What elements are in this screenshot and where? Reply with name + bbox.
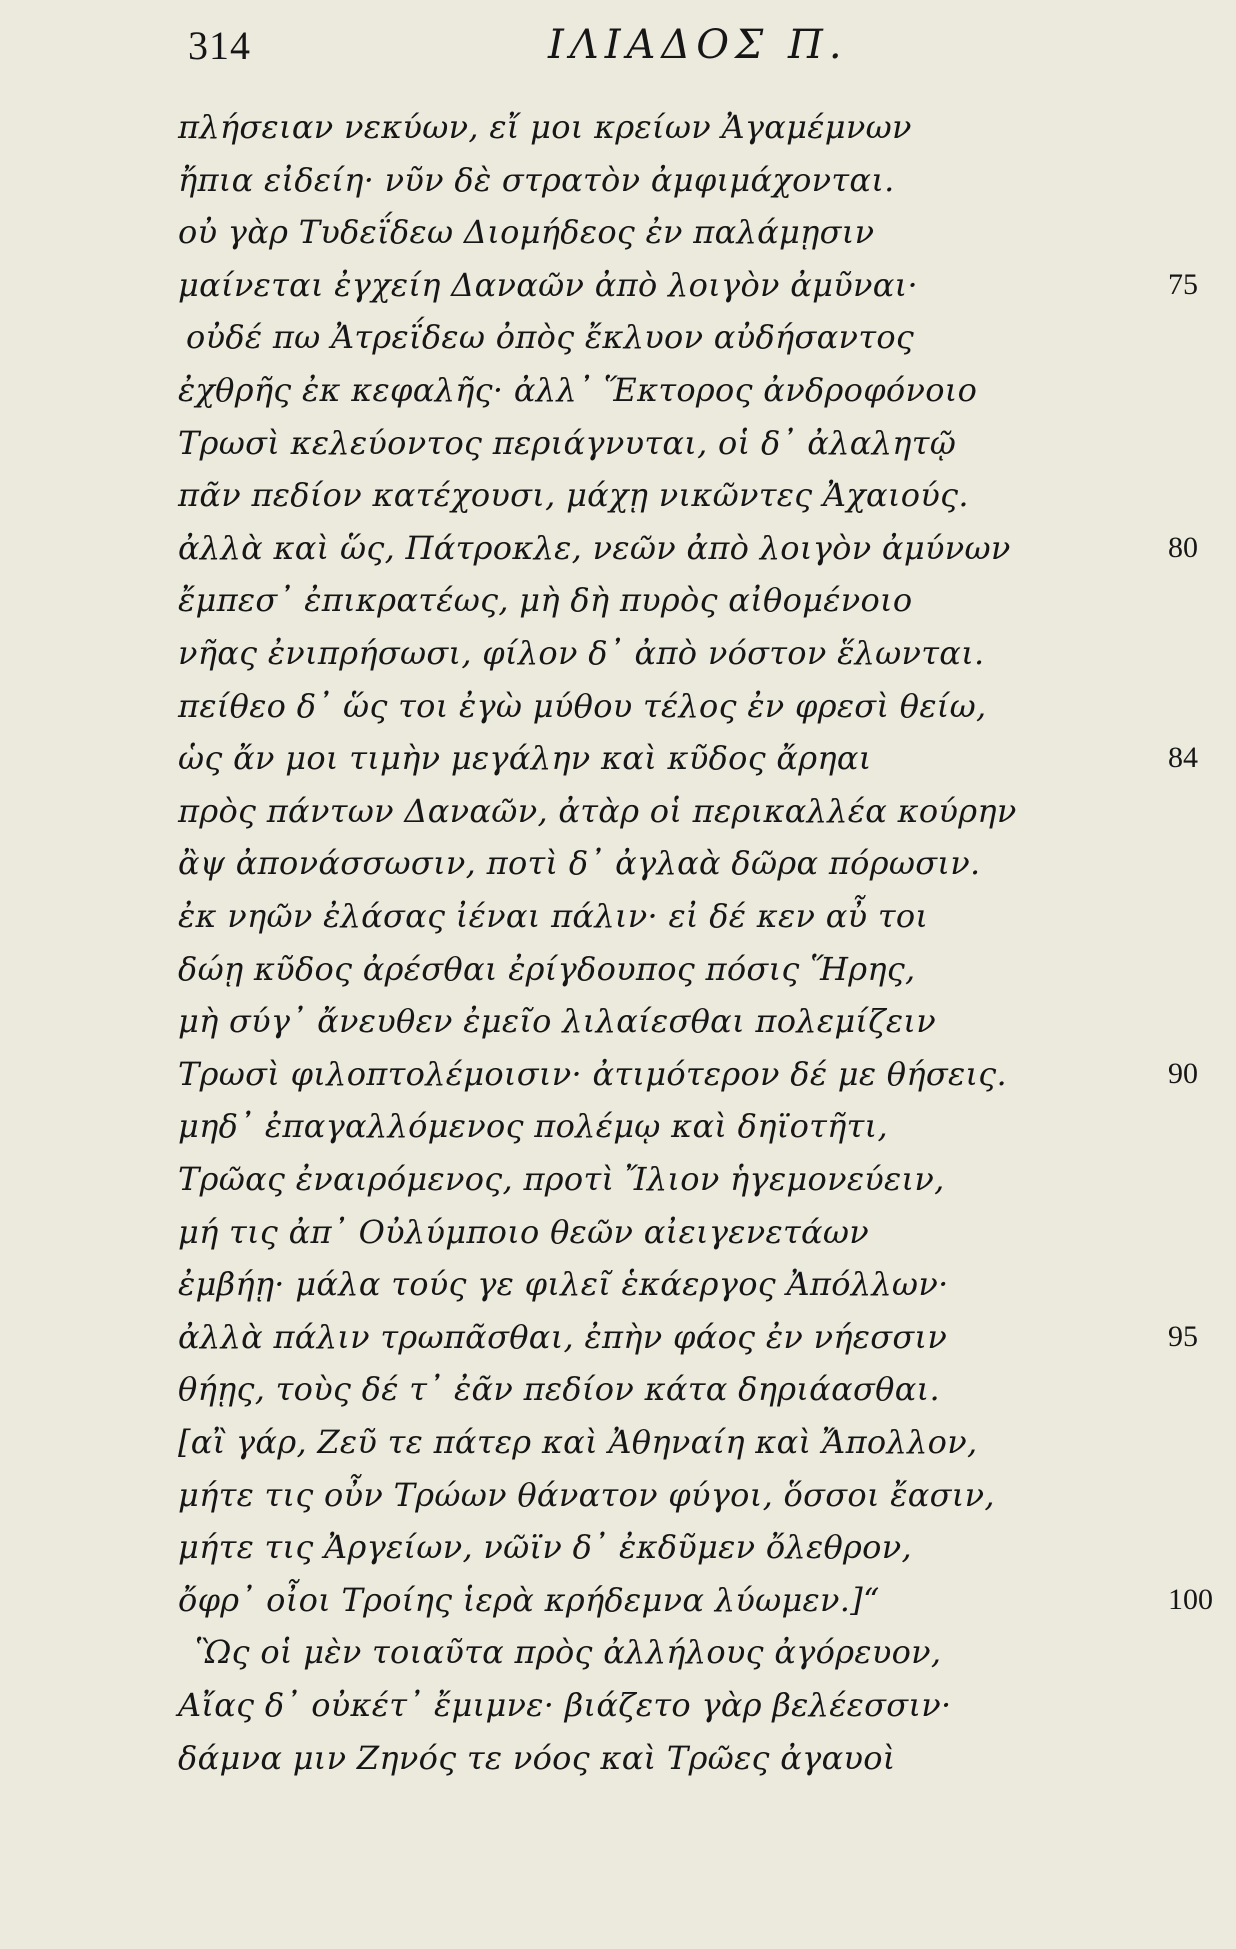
page-header [0,0,1236,100]
verse-line: μήτε τις οὖν Τρώων θάνατον φύγοι, ὅσσοι ἔασιν, [178,1475,995,1514]
verse-line: οὐδέ πω Ἀτρεΐδεω ὀπὸς ἔκλυον αὐδήσαντος [186,318,915,357]
verse-line: μήτε τις Ἀργείων, νῶϊν δ᾽ ἐκδῦμεν ὄλεθρον, [178,1528,912,1567]
verse-line: ὡς ἄν μοι τιμὴν μεγάλην καὶ κῦδος ἄρηαι [178,739,872,778]
verse-line: πλήσειαν νεκύων, εἴ μοι κρείων Ἀγαμέμνων [178,108,912,146]
verse-line: ἀλλὰ πάλιν τρωπᾶσθαι, ἐπὴν φάος ἐν νήεσσιν [178,1317,948,1356]
verse-line: δάμνα μιν Ζηνός τε νόος καὶ Τρῶες ἀγαυοὶ [178,1738,896,1777]
verse-line: ἂψ ἀπονάσσωσιν, ποτὶ δ᾽ ἀγλαὰ δῶρα πόρωσιν. [178,844,981,883]
verse-line: οὐ γὰρ Τυδεΐδεω Διομήδεος ἐν παλάμῃσιν [178,213,875,252]
verse-line: Τρωσὶ φιλοπτολέμοισιν· ἀτιμότερον δέ με θήσεις. [178,1054,1008,1093]
verse-line: νῆας ἐνιπρήσωσι, φίλον δ᾽ ἀπὸ νόστον ἕλωνται. [178,634,985,672]
verse-line: μὴ σύγ᾽ ἄνευθεν ἐμεῖο λιλαίεσθαι πολεμίζειν [178,1002,936,1041]
verse-line: μή τις ἀπ᾽ Οὐλύμποιο θεῶν αἰειγενετάων [178,1212,870,1251]
line-number: 95 [1168,1319,1198,1353]
verse-line: πᾶν πεδίον κατέχουσι, μάχῃ νικῶντες Ἀχαιούς. [178,476,969,515]
running-title: ΙΛΙΑΔΟΣ Π. [548,22,848,68]
verse-line: πείθεο δ᾽ ὥς τοι ἐγὼ μύθου τέλος ἐν φρεσὶ θείω, [178,686,987,725]
verse-line: θήῃς, τοὺς δέ τ᾽ ἐᾶν πεδίον κάτα δηριάασθαι. [178,1370,940,1409]
verse-line: μηδ᾽ ἐπαγαλλόμενος πολέμῳ καὶ δηϊοτῆτι, [178,1107,888,1146]
verse-line: ἀλλὰ καὶ ὥς, Πάτροκλε, νεῶν ἀπὸ λοιγὸν ἀμύνων [178,528,1011,567]
verse-line: Ὣς οἱ μὲν τοιαῦτα πρὸς ἀλλήλους ἀγόρευον, [195,1633,942,1672]
verse-line: Τρωσὶ κελεύοντος περιάγνυται, οἱ δ᾽ ἀλαλητῷ [178,423,957,462]
page-number: 314 [188,23,251,68]
verse-line: ἐκ νηῶν ἐλάσας ἰέναι πάλιν· εἰ δέ κεν αὖ τοι [178,897,929,935]
verse-line: δώῃ κῦδος ἀρέσθαι ἐρίγδουπος πόσις Ἥρης, [178,949,916,988]
line-number: 100 [1168,1582,1213,1616]
line-number: 84 [1168,741,1198,775]
line-number: 80 [1168,530,1198,564]
verse-line: ὄφρ᾽ οἶοι Τροίης ἱερὰ κρήδεμνα λύωμεν.]“ [178,1580,880,1619]
verse-line: Τρῶας ἐναιρόμενος, προτὶ Ἴλιον ἡγεμονεύειν, [178,1160,945,1198]
line-number: 75 [1168,267,1198,301]
verse-line: ἐχθρῆς ἐκ κεφαλῆς· ἀλλ᾽ Ἕκτορος ἀνδροφόνοιο [178,371,978,409]
verse-line: πρὸς πάντων Δαναῶν, ἀτὰρ οἱ περικαλλέα κούρην [178,791,1017,830]
verse-line: [αἲ γάρ, Ζεῦ τε πάτερ καὶ Ἀθηναίη καὶ Ἄπολλον, [178,1423,978,1461]
verse-line: ἔμπεσ᾽ ἐπικρατέως, μὴ δὴ πυρὸς αἰθομένοιο [178,581,913,620]
verse-line: ἐμβήῃ· μάλα τούς γε φιλεῖ ἑκάεργος Ἀπόλλων· [178,1265,949,1304]
line-number: 90 [1168,1056,1198,1090]
verse-line: Αἴας δ᾽ οὐκέτ᾽ ἔμιμνε· βιάζετο γὰρ βελέεσσιν· [178,1686,952,1724]
verse-line: μαίνεται ἐγχείη Δαναῶν ἀπὸ λοιγὸν ἀμῦναι· [178,265,918,304]
verse-line: ἤπια εἰδείη· νῦν δὲ στρατὸν ἀμφιμάχονται. [178,160,895,199]
